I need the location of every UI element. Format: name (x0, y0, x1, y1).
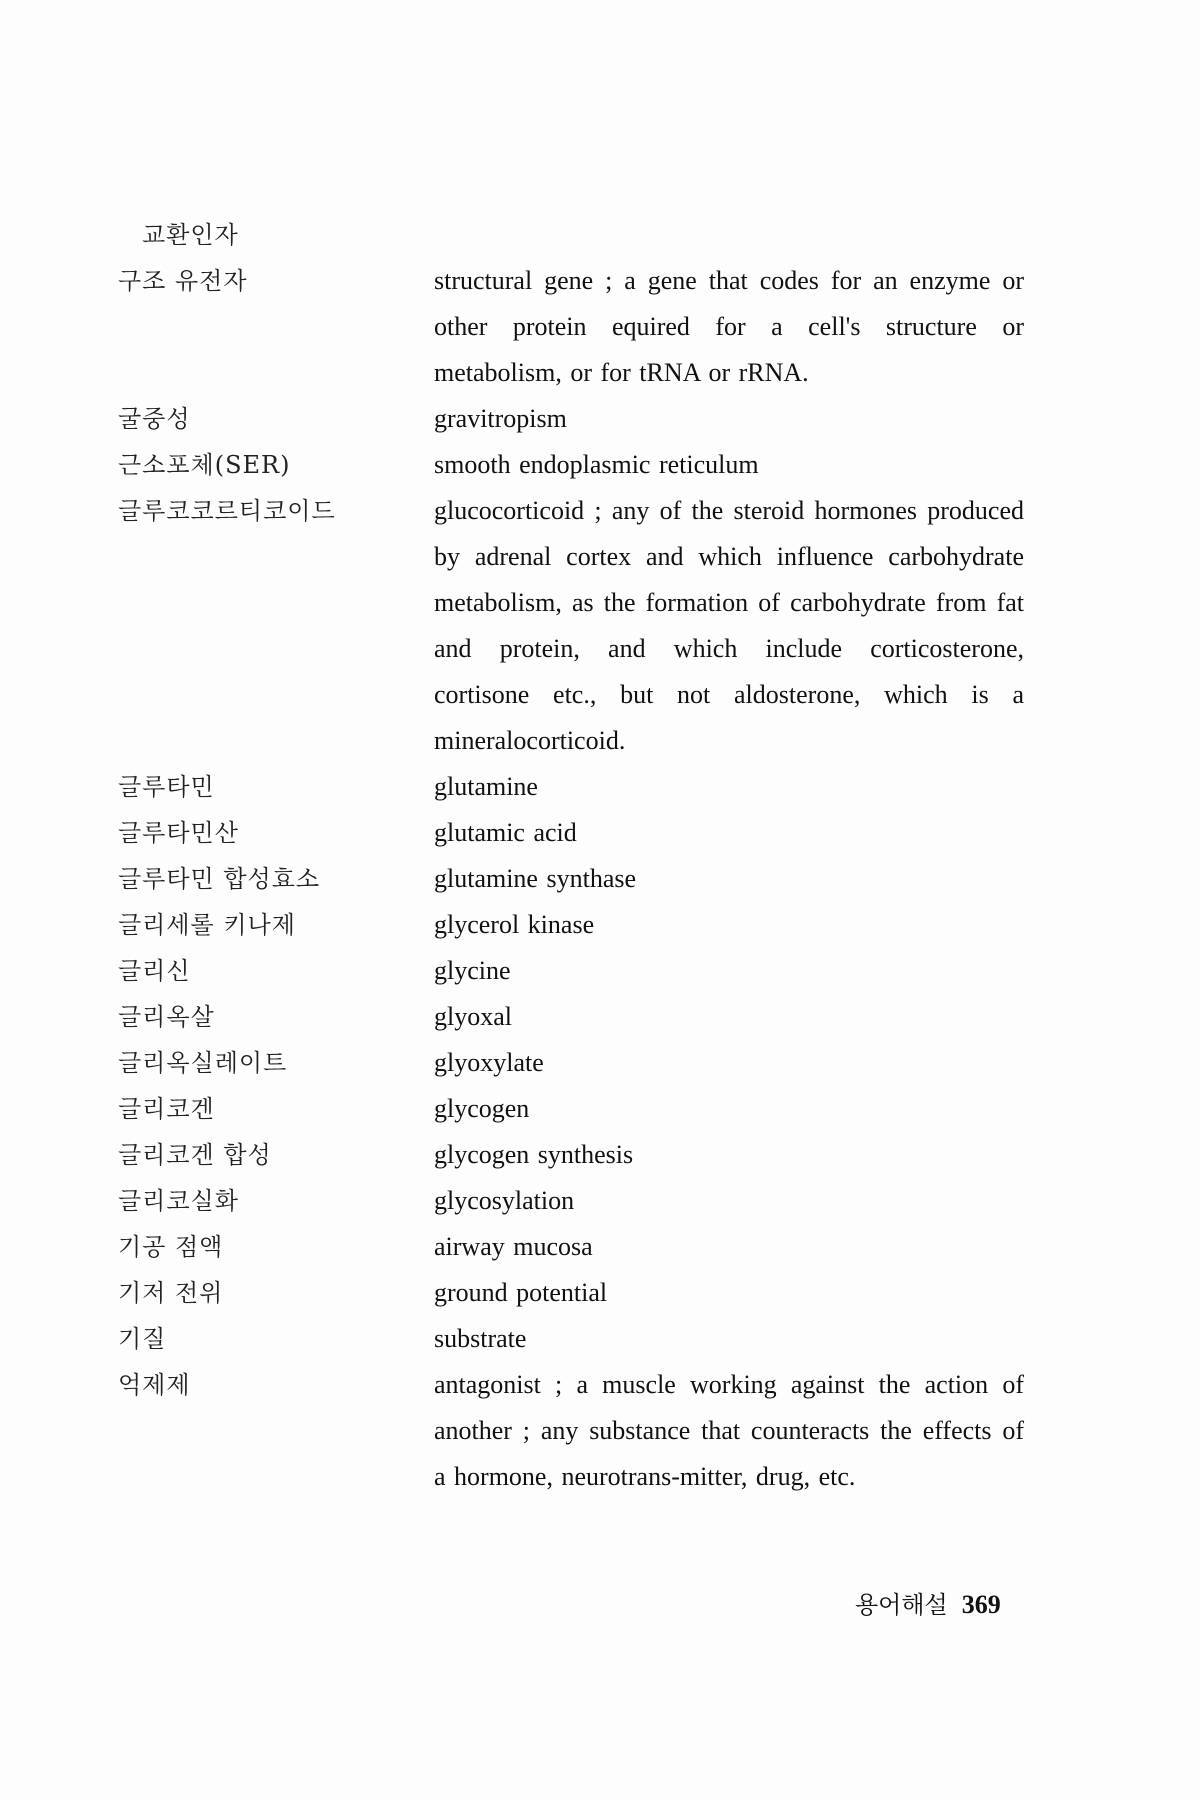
glossary-entry (118, 1040, 1018, 1086)
korean-term: 근소포체(SER) (118, 451, 291, 479)
english-definition: ground potential (434, 1278, 608, 1307)
page-number: 369 (961, 1590, 1001, 1619)
korean-term: 억제제 (118, 1371, 191, 1399)
glossary-entry (118, 1132, 1018, 1178)
korean-term: 기공 점액 (118, 1233, 224, 1261)
english-definition: smooth endoplasmic reticulum (434, 450, 759, 479)
glossary-entry (118, 856, 1018, 902)
korean-term: 굴중성 (118, 405, 191, 433)
footer-section-title: 용어해설 (855, 1591, 948, 1619)
english-definition: gravitropism (434, 404, 567, 433)
english-definition: antagonist ; a muscle working against the action of another ; any substance that counteracts the effects of a hormone, neurotrans-mitter, drug, etc. (434, 1370, 1024, 1491)
english-definition: glycine (434, 956, 511, 985)
korean-term: 글리옥실레이트 (118, 1049, 288, 1077)
glossary-entry (118, 488, 1024, 764)
glossary-entry (118, 1224, 1018, 1270)
korean-term: 글리신 (118, 957, 191, 985)
glossary-entry (118, 1362, 1024, 1500)
continued-term: 교환인자 (142, 221, 239, 249)
korean-term: 글루타민산 (118, 819, 239, 847)
glossary-entry (118, 948, 1018, 994)
english-definition: substrate (434, 1324, 527, 1353)
english-definition: glutamic acid (434, 818, 577, 847)
korean-term: 글리코겐 (118, 1095, 215, 1123)
korean-term: 글리세롤 키나제 (118, 911, 296, 939)
korean-term: 글루코코르티코이드 (118, 497, 336, 525)
english-definition: glycerol kinase (434, 910, 595, 939)
glossary-entry (118, 396, 1018, 442)
glossary-entry (118, 994, 1018, 1040)
glossary-entry (118, 810, 1018, 856)
english-definition: glycosylation (434, 1186, 575, 1215)
glossary-entries (118, 212, 1024, 1500)
glossary-entry (118, 1086, 1018, 1132)
korean-term: 구조 유전자 (118, 267, 248, 295)
korean-term: 글리옥살 (118, 1003, 215, 1031)
english-definition: glycogen (434, 1094, 530, 1123)
korean-term: 글리코실화 (118, 1187, 239, 1215)
english-definition: airway mucosa (434, 1232, 593, 1261)
korean-term: 글루타민 (118, 773, 215, 801)
glossary-entry (118, 1270, 1018, 1316)
glossary-entry (118, 902, 1018, 948)
english-definition: glucocorticoid ; any of the steroid hormones produced by adrenal cortex and which influence carbohydrate metabolism, as the formation of carbohydrate from fat and protein, and which include corticosterone, cortisone etc., but not aldosterone, which is a mineralocorticoid. (434, 496, 1024, 755)
korean-term: 글루타민 합성효소 (118, 865, 321, 893)
english-definition: glyoxal (434, 1002, 512, 1031)
glossary-entry (118, 442, 1018, 488)
english-definition: glutamine (434, 772, 538, 801)
page-footer (855, 1588, 1001, 1622)
english-definition: glutamine synthase (434, 864, 637, 893)
glossary-entry (118, 1316, 1018, 1362)
korean-term: 기질 (118, 1325, 167, 1353)
english-definition: structural gene ; a gene that codes for an enzyme or other protein equired for a cell's structure or metabolism, or for tRNA or rRNA. (434, 266, 1024, 387)
korean-term: 기저 전위 (118, 1279, 224, 1307)
glossary-entry (118, 1178, 1018, 1224)
glossary-entry (118, 258, 1024, 396)
english-definition: glyoxylate (434, 1048, 544, 1077)
glossary-entry (118, 764, 1018, 810)
korean-term: 글리코겐 합성 (118, 1141, 272, 1169)
english-definition: glycogen synthesis (434, 1140, 634, 1169)
